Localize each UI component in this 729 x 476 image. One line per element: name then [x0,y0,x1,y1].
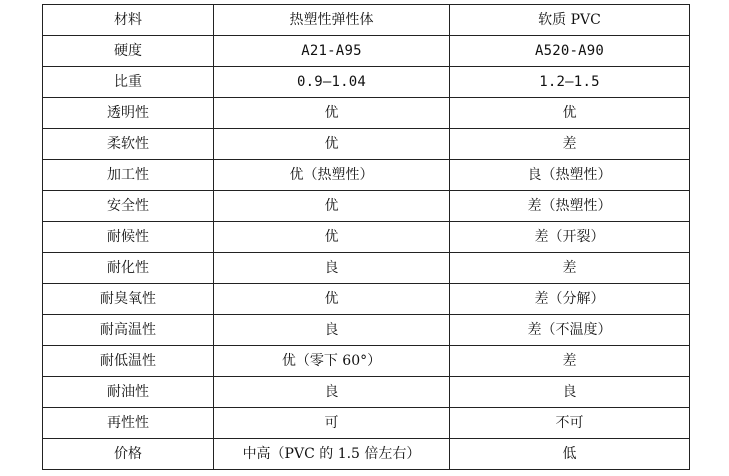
pvc-value-cell: 优 [450,98,690,129]
table-row [43,315,690,346]
tpe-value-cell: 良 [214,377,450,408]
header-cell-pvc: 软质 PVC [450,5,690,36]
table-row [43,129,690,160]
pvc-value-cell: 差（分解） [450,284,690,315]
table-row [43,191,690,222]
tpe-value-cell: 优（热塑性） [214,160,450,191]
tpe-value-cell: 可 [214,408,450,439]
property-cell: 安全性 [43,191,214,222]
tpe-value-cell: 优 [214,222,450,253]
property-cell: 柔软性 [43,129,214,160]
table-row [43,36,690,67]
property-cell: 加工性 [43,160,214,191]
tpe-value-cell: 优 [214,191,450,222]
pvc-value-cell: 良（热塑性） [450,160,690,191]
property-cell: 再性性 [43,408,214,439]
tpe-value-cell: 良 [214,253,450,284]
tpe-value-cell: 优（零下 60°） [214,346,450,377]
property-cell: 硬度 [43,36,214,67]
tpe-value-cell: 优 [214,129,450,160]
tpe-value-cell: A21-A95 [214,36,450,67]
tpe-value-cell: 0.9—1.04 [214,67,450,98]
property-cell: 耐臭氧性 [43,284,214,315]
tpe-value-cell: 优 [214,284,450,315]
pvc-value-cell: 差（热塑性） [450,191,690,222]
pvc-value-cell: 低 [450,439,690,470]
table-row [43,98,690,129]
pvc-value-cell: 良 [450,377,690,408]
property-cell: 耐低温性 [43,346,214,377]
property-cell: 耐高温性 [43,315,214,346]
pvc-value-cell: 差 [450,253,690,284]
tpe-value-cell: 优 [214,98,450,129]
pvc-value-cell: A520-A90 [450,36,690,67]
pvc-value-cell: 差 [450,346,690,377]
property-cell: 价格 [43,439,214,470]
material-comparison-table [42,4,690,470]
tpe-value-cell: 中高（PVC 的 1.5 倍左右） [214,439,450,470]
table-row [43,222,690,253]
property-cell: 耐候性 [43,222,214,253]
table-row [43,253,690,284]
pvc-value-cell: 不可 [450,408,690,439]
table-row [43,284,690,315]
pvc-value-cell: 差（不温度） [450,315,690,346]
property-cell: 耐化性 [43,253,214,284]
property-cell: 耐油性 [43,377,214,408]
pvc-value-cell: 差（开裂） [450,222,690,253]
property-cell: 比重 [43,67,214,98]
table-row [43,408,690,439]
table-row [43,439,690,470]
table-row [43,67,690,98]
tpe-value-cell: 良 [214,315,450,346]
header-cell-tpe: 热塑性弹性体 [214,5,450,36]
pvc-value-cell: 差 [450,129,690,160]
table-row [43,377,690,408]
table-row [43,160,690,191]
pvc-value-cell: 1.2—1.5 [450,67,690,98]
table-row [43,346,690,377]
table-header-row [43,5,690,36]
header-cell-material: 材料 [43,5,214,36]
property-cell: 透明性 [43,98,214,129]
